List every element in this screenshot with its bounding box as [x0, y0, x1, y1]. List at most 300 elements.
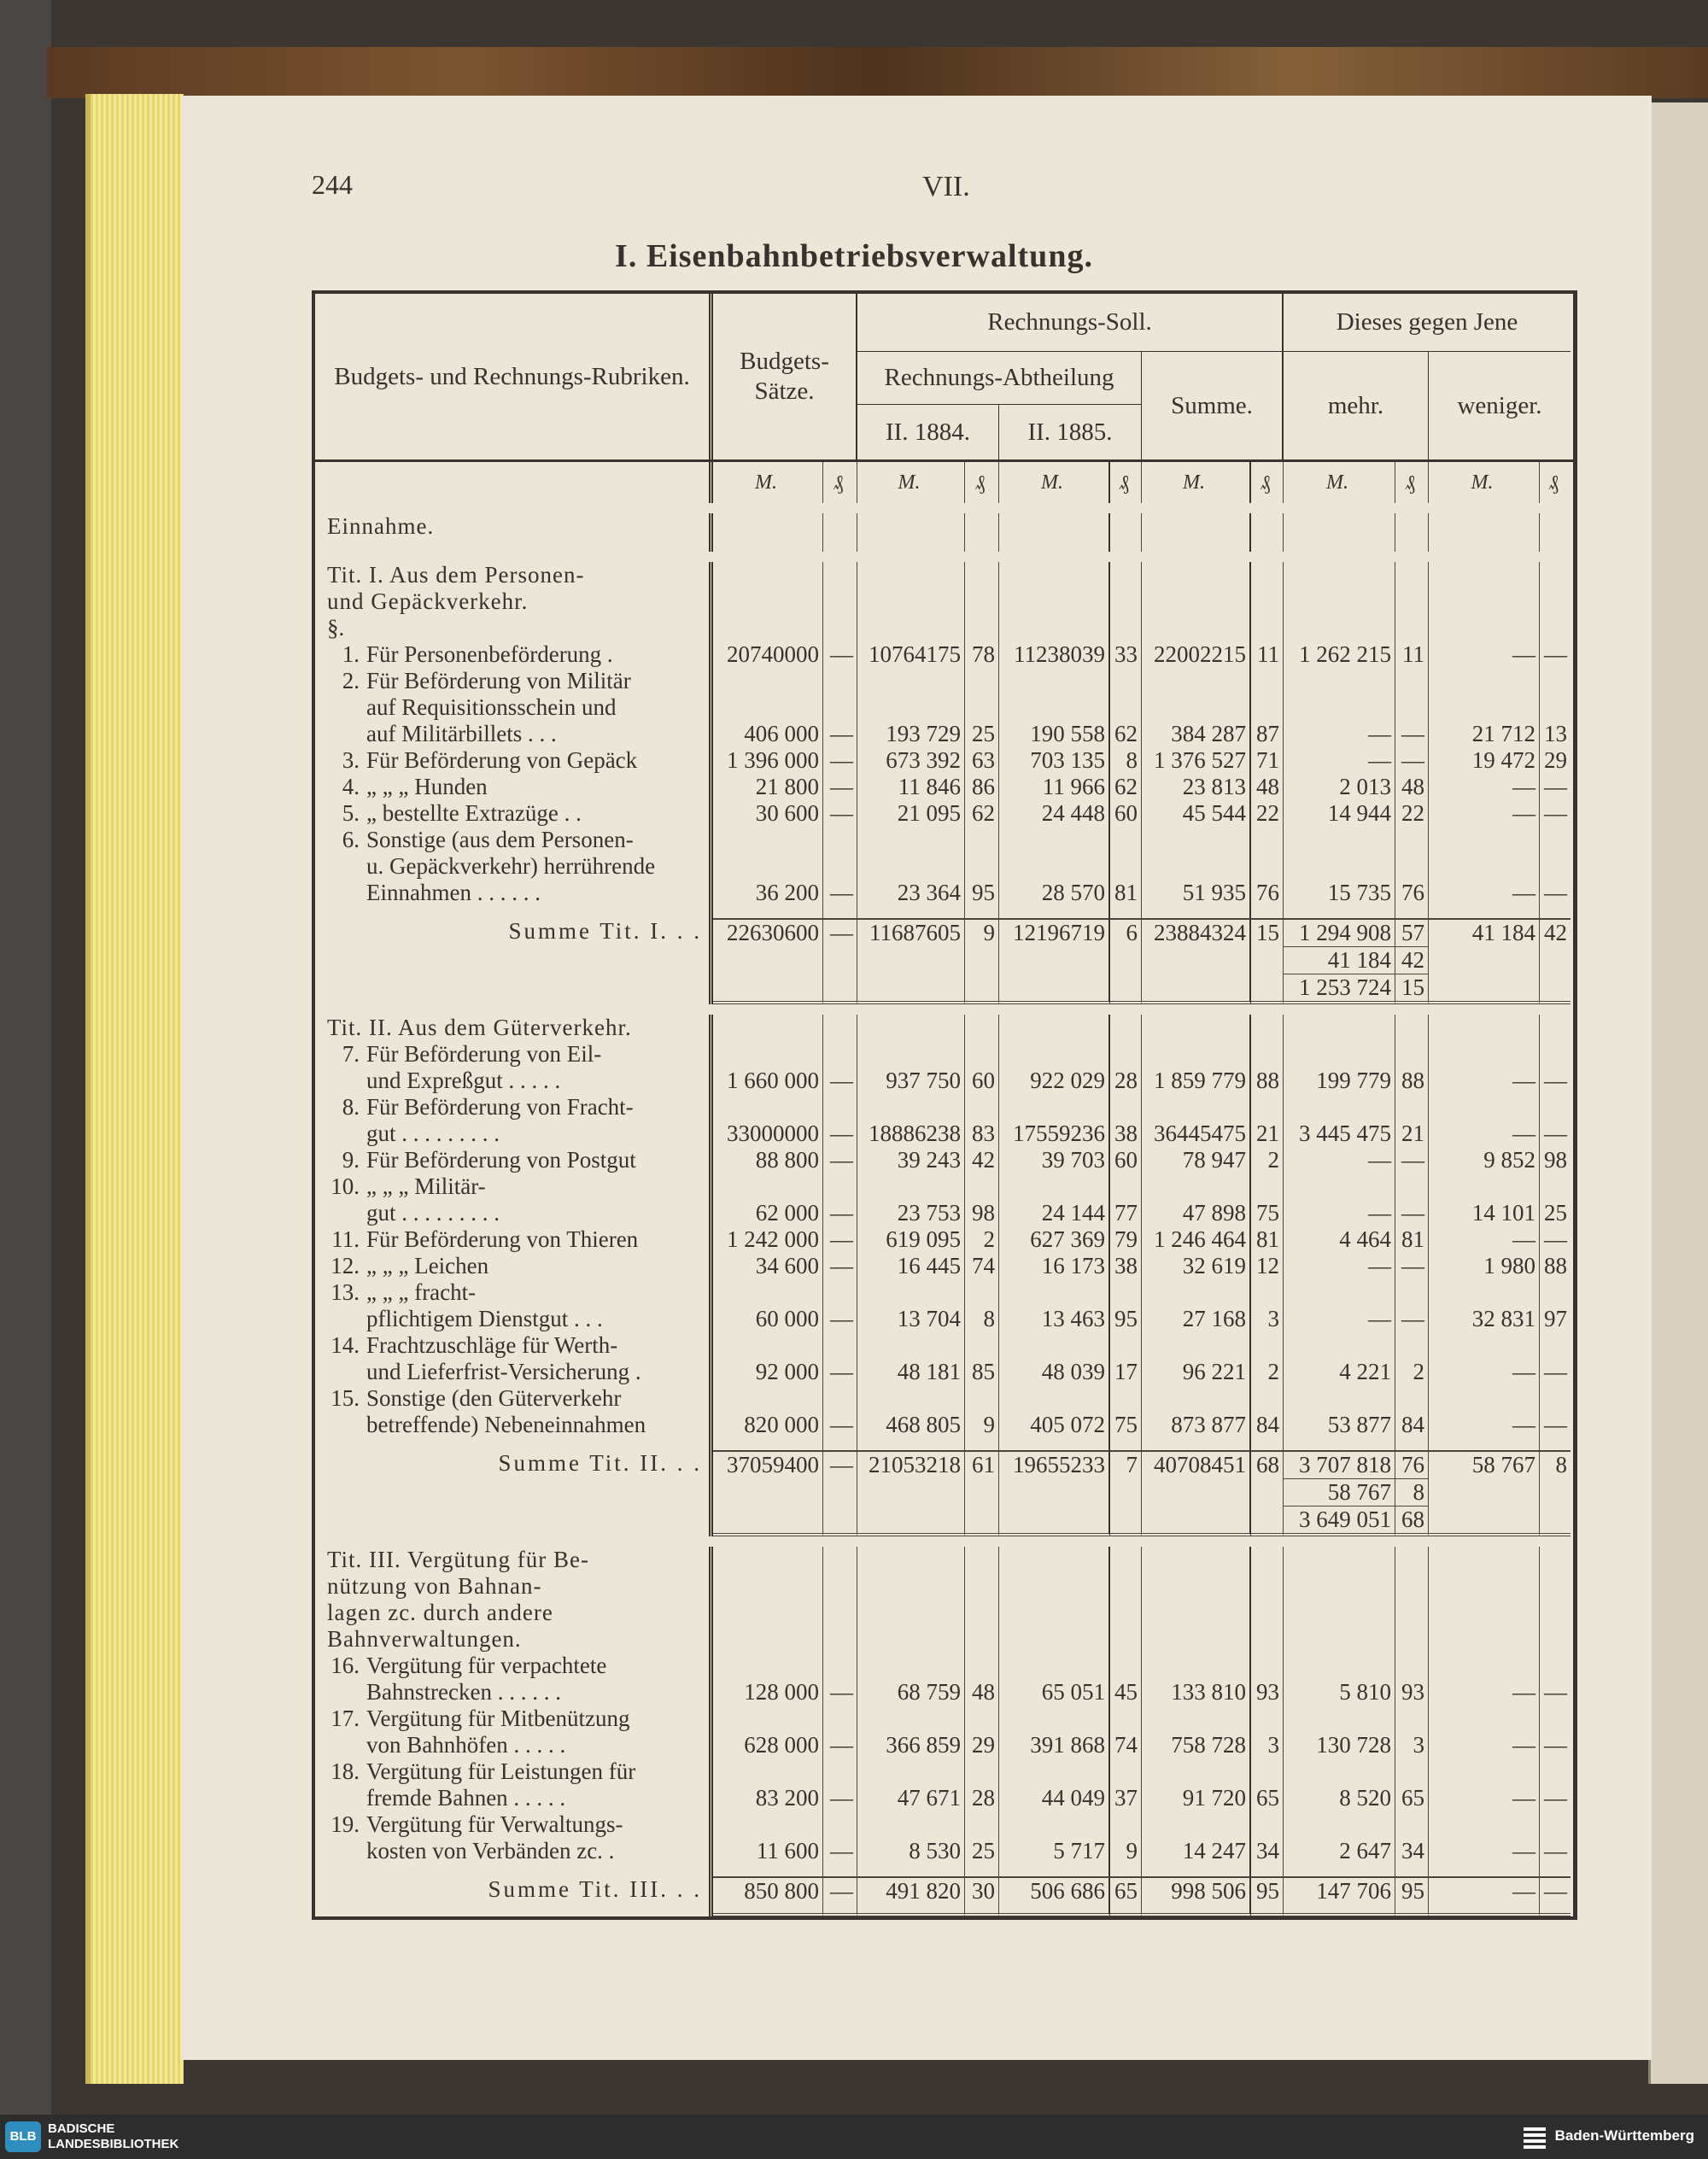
- unit-pfennig: ₰: [965, 462, 999, 503]
- state-name: Baden-Württemberg: [1554, 2127, 1694, 2144]
- value-cell: 4 464: [1284, 1226, 1395, 1253]
- table-row: [315, 1385, 1573, 1438]
- value-cell: 937 750: [857, 1041, 965, 1094]
- row-label: [315, 1279, 713, 1332]
- value-cell: 9: [965, 918, 999, 946]
- value-cell: [1110, 946, 1142, 974]
- value-cell: —: [1544, 1120, 1567, 1146]
- label-text: „ bestellte Extrazüge . .: [366, 800, 582, 826]
- value-cell: [1251, 1015, 1284, 1041]
- value-cell: 9: [965, 1385, 999, 1438]
- value-cell: [1429, 1478, 1540, 1506]
- value-cell: 25: [965, 1811, 999, 1864]
- unit-mark: M.: [857, 462, 965, 503]
- value-cell: [1540, 906, 1571, 918]
- value-cell: [713, 1015, 823, 1041]
- item-number: 14.: [330, 1332, 360, 1358]
- value-cell: [857, 1864, 965, 1876]
- label-text: und Lieferfrist-Versicherung .: [366, 1359, 641, 1384]
- value-cell: 37: [1110, 1758, 1142, 1811]
- value-cell: 491 820: [857, 1876, 965, 1904]
- label-text: Für Beförderung von Gepäck: [366, 747, 638, 773]
- value-cell: [713, 1478, 823, 1506]
- value-cell: [1251, 1864, 1284, 1876]
- value-cell: [1142, 1864, 1251, 1876]
- value-cell: 53 877: [1284, 1385, 1395, 1438]
- value-cell: —: [823, 918, 857, 946]
- value-cell: [1540, 1438, 1571, 1450]
- value-cell: —: [823, 747, 857, 774]
- value-cell: —: [823, 1173, 857, 1226]
- value-cell: [823, 1015, 857, 1041]
- value-cell: —: [1429, 1876, 1540, 1904]
- value-cell: —: [823, 1094, 857, 1147]
- spacer-row: [315, 540, 1573, 552]
- label-text: und Expreßgut . . . . .: [366, 1068, 561, 1093]
- header-summe: Summe.: [1142, 352, 1284, 459]
- row-label: [315, 974, 713, 1004]
- value-cell: 45: [1110, 1653, 1142, 1706]
- value-cell: 91 720: [1142, 1758, 1251, 1811]
- value-cell: [823, 562, 857, 615]
- label-line: [327, 1279, 702, 1306]
- row-label: [315, 462, 713, 503]
- value-cell: —: [1429, 1811, 1540, 1864]
- value-cell: [1395, 906, 1429, 918]
- value-cell: 23 364: [857, 827, 965, 906]
- value-cell: [823, 615, 857, 641]
- value-cell: 48: [965, 1653, 999, 1706]
- label-line: [327, 853, 702, 880]
- value-cell: [1142, 615, 1251, 641]
- value-cell: 2 013: [1284, 774, 1395, 800]
- value-cell: [999, 513, 1110, 540]
- item-number: 15.: [330, 1385, 360, 1411]
- value-cell: 32 619: [1142, 1253, 1251, 1279]
- value-cell: 14 101: [1429, 1173, 1540, 1226]
- row-label: [315, 1094, 713, 1147]
- value-cell: [1540, 974, 1571, 1004]
- value-cell: —: [1395, 1279, 1429, 1332]
- value-cell: 34 600: [713, 1253, 823, 1279]
- value-cell: —: [1284, 1147, 1395, 1173]
- value-cell: 47 898: [1142, 1173, 1251, 1226]
- value-cell: [713, 562, 823, 615]
- value-cell: [857, 1547, 965, 1653]
- value-cell: [1540, 1864, 1571, 1876]
- item-number: 9.: [342, 1147, 360, 1173]
- value-cell: [1251, 1478, 1284, 1506]
- label-line: [327, 1200, 702, 1226]
- value-cell: 21 712: [1429, 668, 1540, 747]
- value-cell: [1142, 1506, 1251, 1536]
- value-cell: —: [1544, 1359, 1567, 1384]
- unit-mark: M.: [1142, 462, 1251, 503]
- item-number: 13.: [330, 1279, 360, 1305]
- value-cell: 22: [1251, 800, 1284, 827]
- table-header: [315, 294, 1573, 462]
- label-text: Für Personenbeförderung .: [366, 641, 613, 667]
- value-cell: 48 181: [857, 1332, 965, 1385]
- label-text: Bahnstrecken . . . . . .: [366, 1679, 561, 1705]
- value-cell: 1 253 724: [1284, 974, 1395, 1004]
- label-text: u. Gepäckverkehr) herrührende: [366, 853, 656, 879]
- value-cell: [1284, 513, 1395, 540]
- value-cell: 61: [965, 1450, 999, 1478]
- value-cell: [1251, 615, 1284, 641]
- value-cell: [1142, 513, 1251, 540]
- row-label: [315, 1015, 713, 1041]
- value-cell: [713, 540, 823, 552]
- value-cell: [857, 974, 965, 1004]
- row-label: [315, 1478, 713, 1506]
- header-abtheilung: Rechnungs-Abtheilung: [857, 352, 1142, 405]
- value-cell: [999, 906, 1110, 918]
- value-cell: [1429, 513, 1540, 540]
- value-cell: 34: [1251, 1811, 1284, 1864]
- value-cell: —: [823, 1041, 857, 1094]
- label-text: Summe Tit. I. . .: [508, 918, 702, 944]
- section-heading: [315, 1536, 1573, 1653]
- label-line: [327, 1600, 702, 1626]
- value-cell: 8 530: [857, 1811, 965, 1864]
- value-cell: —: [823, 1385, 857, 1438]
- value-cell: 619 095: [857, 1226, 965, 1253]
- header-vergleich: Dieses gegen Jene: [1284, 294, 1571, 352]
- value-cell: 4 221: [1284, 1332, 1395, 1385]
- label-line: [327, 1306, 702, 1332]
- value-cell: 130 728: [1284, 1706, 1395, 1758]
- value-cell: —: [1544, 774, 1567, 799]
- value-cell: [1110, 513, 1142, 540]
- value-cell: 44 049: [999, 1758, 1110, 1811]
- value-cell: [1540, 1547, 1571, 1653]
- value-cell: [1429, 974, 1540, 1004]
- value-cell: 3: [1251, 1706, 1284, 1758]
- table-row: [315, 827, 1573, 906]
- value-cell: —: [1540, 1876, 1571, 1904]
- label-text: Tit. II. Aus dem Güterverkehr.: [327, 1015, 632, 1040]
- sum-row: [315, 1876, 1573, 1904]
- value-cell: 76: [1395, 1450, 1429, 1478]
- value-cell: 28: [965, 1758, 999, 1811]
- unit-mark: M.: [713, 462, 823, 503]
- value-cell: 81: [1395, 1226, 1429, 1253]
- value-cell: 39 703: [999, 1147, 1110, 1173]
- value-cell: 19 472: [1429, 747, 1540, 774]
- value-cell: [1429, 1506, 1540, 1536]
- value-cell: 1 396 000: [713, 747, 823, 774]
- page-title: I. Eisenbahnbetriebsverwaltung.: [615, 238, 1093, 274]
- value-cell: 10764175: [857, 641, 965, 668]
- item-number: 19.: [330, 1811, 360, 1837]
- value-cell: 37059400: [713, 1450, 823, 1478]
- table-row: [315, 668, 1573, 747]
- table-row: [315, 1226, 1573, 1253]
- label-line: [327, 1120, 702, 1147]
- value-cell: [965, 906, 999, 918]
- label-line: [327, 1758, 702, 1785]
- value-cell: [1429, 1864, 1540, 1876]
- row-label: [315, 668, 713, 747]
- value-cell: 22: [1395, 800, 1429, 827]
- value-cell: 65: [1251, 1758, 1284, 1811]
- label-line: [327, 694, 702, 721]
- value-cell: —: [1429, 641, 1540, 668]
- value-cell: [1110, 1506, 1142, 1536]
- table-row: [315, 1758, 1573, 1811]
- value-cell: [1142, 1015, 1251, 1041]
- item-number: 1.: [342, 641, 360, 667]
- value-cell: 1 660 000: [713, 1041, 823, 1094]
- label-text: gut . . . . . . . . .: [366, 1120, 500, 1146]
- unit-row: [315, 462, 1573, 503]
- value-cell: 62: [965, 800, 999, 827]
- row-label: [315, 747, 713, 774]
- value-cell: 12196719: [999, 918, 1110, 946]
- value-cell: [713, 1506, 823, 1536]
- value-cell: —: [1395, 1173, 1429, 1226]
- label-text: auf Militärbillets . . .: [366, 721, 557, 746]
- value-cell: —: [1429, 774, 1540, 800]
- value-cell: —: [1395, 747, 1429, 774]
- value-cell: 33000000: [713, 1094, 823, 1147]
- value-cell: 15 735: [1284, 827, 1395, 906]
- value-cell: 63: [965, 747, 999, 774]
- table-row: [315, 1332, 1573, 1385]
- label-text: „ „ „ Leichen: [366, 1253, 489, 1278]
- value-cell: [1251, 1904, 1284, 1916]
- value-cell: [1540, 1506, 1571, 1536]
- value-cell: 76: [1395, 827, 1429, 906]
- value-cell: 19655233: [999, 1450, 1110, 1478]
- value-cell: [1284, 540, 1395, 552]
- value-cell: 8: [1395, 1478, 1429, 1506]
- table-row: [315, 1811, 1573, 1864]
- row-label: [315, 1173, 713, 1226]
- value-cell: [965, 974, 999, 1004]
- value-cell: [857, 513, 965, 540]
- label-text: Summe Tit. II. . .: [498, 1450, 702, 1476]
- label-text: „ „ „ Hunden: [366, 774, 488, 799]
- row-label: [315, 774, 713, 800]
- value-cell: [1284, 1438, 1395, 1450]
- sum-row: [315, 918, 1573, 946]
- value-cell: [1142, 1438, 1251, 1450]
- value-cell: 74: [965, 1253, 999, 1279]
- value-cell: 68 759: [857, 1653, 965, 1706]
- value-cell: 57: [1395, 918, 1429, 946]
- value-cell: [713, 974, 823, 1004]
- value-cell: 60: [1110, 1147, 1142, 1173]
- value-cell: [999, 946, 1110, 974]
- value-cell: 75: [1110, 1385, 1142, 1438]
- item-number: 10.: [330, 1173, 360, 1199]
- label-text: betreffende) Nebeneinnahmen: [366, 1412, 646, 1437]
- spacer-row: [315, 906, 1573, 918]
- value-cell: [1429, 1438, 1540, 1450]
- value-cell: —: [1429, 800, 1540, 827]
- value-cell: [857, 946, 965, 974]
- value-cell: 1 980: [1429, 1253, 1540, 1279]
- header-1884: II. 1884.: [857, 405, 999, 459]
- value-cell: 33: [1110, 641, 1142, 668]
- value-cell: 78 947: [1142, 1147, 1251, 1173]
- value-cell: [999, 615, 1110, 641]
- value-cell: 3: [1395, 1706, 1429, 1758]
- value-cell: 47 671: [857, 1758, 965, 1811]
- value-cell: [999, 1547, 1110, 1653]
- value-cell: 25: [965, 668, 999, 747]
- row-label: [315, 562, 713, 615]
- value-cell: [823, 513, 857, 540]
- value-cell: —: [1429, 1706, 1540, 1758]
- value-cell: [1110, 974, 1142, 1004]
- value-cell: 60 000: [713, 1279, 823, 1332]
- value-cell: [1251, 513, 1284, 540]
- label-line: [327, 880, 702, 906]
- label-text: Vergütung für verpachtete: [366, 1653, 607, 1678]
- value-cell: [713, 1904, 823, 1916]
- value-cell: [1429, 1015, 1540, 1041]
- item-number: 7.: [342, 1041, 360, 1067]
- table-row: [315, 1147, 1573, 1173]
- value-cell: [1395, 1015, 1429, 1041]
- value-cell: [1395, 615, 1429, 641]
- label-text: Vergütung für Leistungen für: [366, 1758, 636, 1784]
- unit-pfennig: ₰: [1251, 462, 1284, 503]
- row-label: [315, 1438, 713, 1450]
- value-cell: 23 813: [1142, 774, 1251, 800]
- value-cell: [965, 513, 999, 540]
- value-cell: [1395, 513, 1429, 540]
- value-cell: 75: [1251, 1173, 1284, 1226]
- unit-mark: M.: [999, 462, 1110, 503]
- value-cell: —: [823, 1147, 857, 1173]
- value-cell: [857, 1438, 965, 1450]
- value-cell: 62: [1110, 774, 1142, 800]
- value-cell: [857, 1506, 965, 1536]
- value-cell: [823, 540, 857, 552]
- label-text: Für Beförderung von Militär: [366, 668, 631, 693]
- value-cell: —: [823, 800, 857, 827]
- label-text: §.: [327, 615, 345, 641]
- value-cell: [999, 974, 1110, 1004]
- value-cell: [1110, 562, 1142, 615]
- value-cell: 42: [965, 1147, 999, 1173]
- table-row: [315, 1706, 1573, 1758]
- value-cell: [1251, 1547, 1284, 1653]
- label-line: [327, 668, 702, 694]
- row-label: [315, 1811, 713, 1864]
- value-cell: 28 570: [999, 827, 1110, 906]
- row-label: [315, 906, 713, 918]
- value-cell: 1 859 779: [1142, 1041, 1251, 1094]
- value-cell: [1142, 906, 1251, 918]
- table-row: [315, 774, 1573, 800]
- value-cell: [1142, 974, 1251, 1004]
- value-cell: —: [1395, 668, 1429, 747]
- row-label: [315, 918, 713, 946]
- value-cell: 11: [1395, 641, 1429, 668]
- value-cell: 21: [1251, 1094, 1284, 1147]
- label-line: [327, 1359, 702, 1385]
- row-label: [315, 1385, 713, 1438]
- label-text: Für Beförderung von Postgut: [366, 1147, 636, 1173]
- value-cell: [1110, 1015, 1142, 1041]
- value-cell: —: [1429, 827, 1540, 906]
- label-line: [327, 1253, 702, 1279]
- value-cell: 76: [1251, 827, 1284, 906]
- value-cell: —: [1544, 1732, 1567, 1758]
- value-cell: 23 753: [857, 1173, 965, 1226]
- value-cell: [1429, 1547, 1540, 1653]
- table-row: [315, 1094, 1573, 1147]
- value-cell: 3: [1251, 1279, 1284, 1332]
- label-line: [327, 774, 702, 800]
- item-number: 2.: [342, 668, 360, 693]
- value-cell: 366 859: [857, 1706, 965, 1758]
- value-cell: [999, 1015, 1110, 1041]
- value-cell: —: [823, 827, 857, 906]
- label-line: [327, 1653, 702, 1679]
- value-cell: [1284, 1864, 1395, 1876]
- value-cell: 22630600: [713, 918, 823, 946]
- label-text: Sonstige (aus dem Personen-: [366, 827, 634, 852]
- value-cell: 14 944: [1284, 800, 1395, 827]
- value-cell: [1142, 1904, 1251, 1916]
- value-cell: 405 072: [999, 1385, 1110, 1438]
- value-cell: 88: [1544, 1253, 1567, 1278]
- label-line: [327, 800, 702, 827]
- label-line: [327, 1876, 702, 1903]
- value-cell: 42: [1540, 918, 1571, 946]
- value-cell: 21: [1395, 1094, 1429, 1147]
- value-cell: 38: [1110, 1094, 1142, 1147]
- value-cell: 48: [1251, 774, 1284, 800]
- value-cell: 190 558: [999, 668, 1110, 747]
- value-cell: 3 445 475: [1284, 1094, 1395, 1147]
- value-cell: —: [1544, 1226, 1567, 1252]
- value-cell: 87: [1251, 668, 1284, 747]
- value-cell: [965, 1547, 999, 1653]
- value-cell: —: [1544, 800, 1567, 826]
- spacer-row: [315, 1904, 1573, 1916]
- value-cell: 14 247: [1142, 1811, 1251, 1864]
- row-label: [315, 540, 713, 552]
- item-number: 8.: [342, 1094, 360, 1120]
- value-cell: [823, 906, 857, 918]
- label-line: [327, 1838, 702, 1864]
- value-cell: 758 728: [1142, 1706, 1251, 1758]
- section-number: VII.: [922, 171, 970, 202]
- label-text: Bahnverwaltungen.: [327, 1626, 522, 1652]
- row-label: [315, 1706, 713, 1758]
- value-cell: —: [1395, 1253, 1429, 1279]
- value-cell: 41 184: [1429, 918, 1540, 946]
- value-cell: [1251, 1506, 1284, 1536]
- value-cell: 84: [1251, 1385, 1284, 1438]
- value-cell: [965, 1438, 999, 1450]
- unit-pfennig: ₰: [1110, 462, 1142, 503]
- value-cell: [1142, 1478, 1251, 1506]
- value-cell: 1 294 908: [1284, 918, 1395, 946]
- value-cell: [1540, 540, 1571, 552]
- value-cell: —: [1284, 1253, 1395, 1279]
- row-label: [315, 1332, 713, 1385]
- value-cell: 79: [1110, 1226, 1142, 1253]
- value-cell: [1142, 562, 1251, 615]
